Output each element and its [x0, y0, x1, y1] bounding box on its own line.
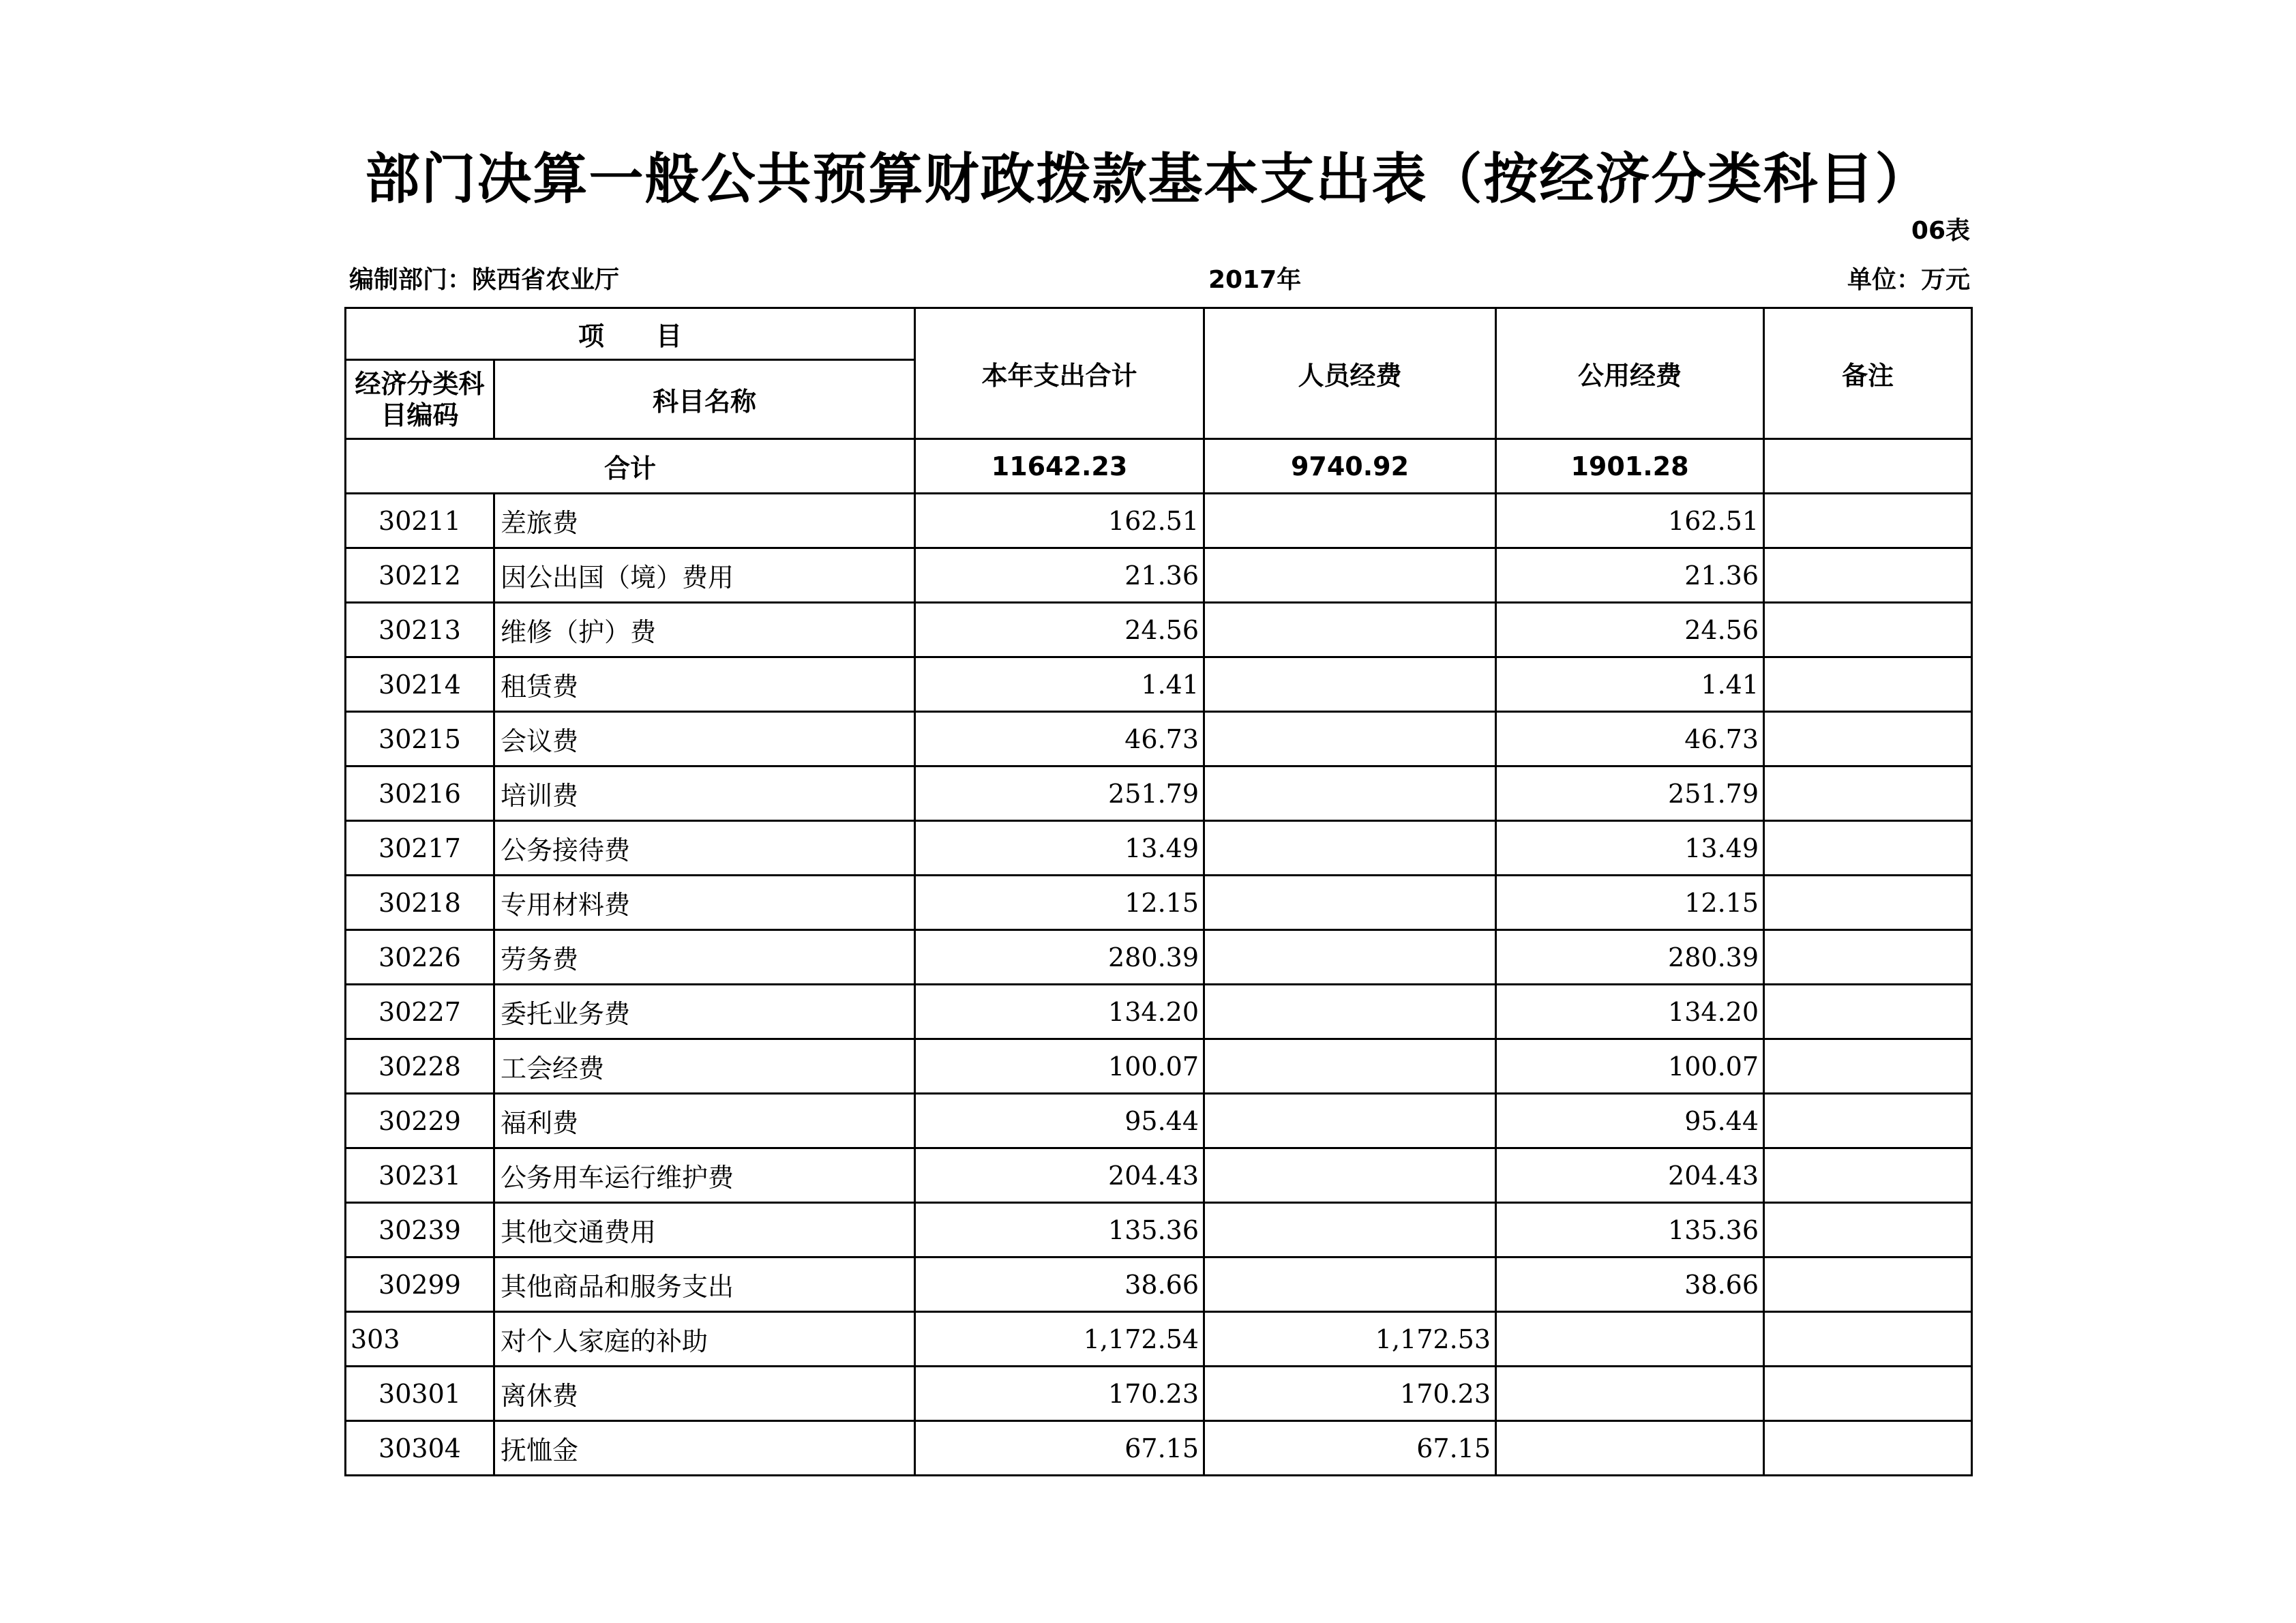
summary-total: 11642.23: [915, 439, 1204, 494]
year-label: 2017年: [1208, 266, 1302, 294]
row-remark: [1764, 1148, 1972, 1203]
table-row: [346, 1203, 1972, 1257]
row-personnel: [1204, 766, 1496, 821]
row-name: 对个人家庭的补助: [494, 1312, 915, 1367]
summary-remark: [1764, 439, 1972, 494]
header-code: 经济分类科目编码: [346, 360, 494, 439]
row-name: 其他交通费用: [494, 1203, 915, 1257]
row-personnel: [1204, 603, 1496, 657]
row-personnel: [1204, 821, 1496, 876]
summary-public: 1901.28: [1496, 439, 1764, 494]
row-personnel: [1204, 712, 1496, 766]
row-name: 专用材料费: [494, 876, 915, 930]
row-remark: [1764, 657, 1972, 712]
row-name: 会议费: [494, 712, 915, 766]
row-total: 251.79: [915, 766, 1204, 821]
table-row: [346, 1257, 1972, 1312]
row-code: 30226: [346, 930, 494, 985]
row-public: [1496, 1312, 1764, 1367]
table-row: [346, 1039, 1972, 1094]
department-label: 编制部门：陕西省农业厅: [349, 266, 620, 294]
row-public: 100.07: [1496, 1039, 1764, 1094]
row-remark: [1764, 1257, 1972, 1312]
row-public: 280.39: [1496, 930, 1764, 985]
row-public: 24.56: [1496, 603, 1764, 657]
row-code: 30216: [346, 766, 494, 821]
row-public: 38.66: [1496, 1257, 1764, 1312]
row-public: 162.51: [1496, 494, 1764, 548]
table-row: [346, 494, 1972, 548]
row-personnel: [1204, 876, 1496, 930]
row-remark: [1764, 603, 1972, 657]
row-code: 303: [346, 1312, 494, 1367]
summary-personnel: 9740.92: [1204, 439, 1496, 494]
expenditure-table: [344, 307, 1973, 1476]
row-name: 离休费: [494, 1367, 915, 1421]
row-name: 租赁费: [494, 657, 915, 712]
row-personnel: [1204, 657, 1496, 712]
row-code: 30217: [346, 821, 494, 876]
row-personnel: [1204, 548, 1496, 603]
row-total: 162.51: [915, 494, 1204, 548]
row-public: 21.36: [1496, 548, 1764, 603]
row-remark: [1764, 494, 1972, 548]
page-title: 部门决算一般公共预算财政拨款基本支出表（按经济分类科目）: [365, 147, 1931, 211]
row-total: 1.41: [915, 657, 1204, 712]
row-name: 差旅费: [494, 494, 915, 548]
row-public: 251.79: [1496, 766, 1764, 821]
row-public: 13.49: [1496, 821, 1764, 876]
row-remark: [1764, 1367, 1972, 1421]
row-total: 12.15: [915, 876, 1204, 930]
row-remark: [1764, 1094, 1972, 1148]
row-personnel: [1204, 1203, 1496, 1257]
table-row: [346, 1148, 1972, 1203]
row-name: 工会经费: [494, 1039, 915, 1094]
row-name: 因公出国（境）费用: [494, 548, 915, 603]
row-name: 抚恤金: [494, 1421, 915, 1476]
table-row: [346, 1312, 1972, 1367]
row-code: 30231: [346, 1148, 494, 1203]
row-personnel: [1204, 1148, 1496, 1203]
table-row: [346, 1367, 1972, 1421]
table-row: [346, 985, 1972, 1039]
row-total: 95.44: [915, 1094, 1204, 1148]
table-row: [346, 766, 1972, 821]
unit-label: 单位：万元: [1847, 266, 1970, 294]
table-row: [346, 712, 1972, 766]
row-remark: [1764, 876, 1972, 930]
row-name: 公务用车运行维护费: [494, 1148, 915, 1203]
row-remark: [1764, 548, 1972, 603]
row-name: 委托业务费: [494, 985, 915, 1039]
row-remark: [1764, 1312, 1972, 1367]
row-personnel: [1204, 494, 1496, 548]
row-code: 30229: [346, 1094, 494, 1148]
row-personnel: 170.23: [1204, 1367, 1496, 1421]
header-total: 本年支出合计: [915, 308, 1204, 439]
row-public: 1.41: [1496, 657, 1764, 712]
row-total: 134.20: [915, 985, 1204, 1039]
table-row: [346, 930, 1972, 985]
row-name: 维修（护）费: [494, 603, 915, 657]
row-public: 95.44: [1496, 1094, 1764, 1148]
row-remark: [1764, 985, 1972, 1039]
table-row: [346, 1421, 1972, 1476]
row-public: [1496, 1421, 1764, 1476]
row-public: 12.15: [1496, 876, 1764, 930]
row-personnel: [1204, 1039, 1496, 1094]
header-item: 项 目: [346, 308, 915, 360]
row-total: 1,172.54: [915, 1312, 1204, 1367]
row-total: 21.36: [915, 548, 1204, 603]
row-total: 24.56: [915, 603, 1204, 657]
summary-row: [346, 439, 1972, 494]
row-name: 公务接待费: [494, 821, 915, 876]
row-code: 30212: [346, 548, 494, 603]
header-remark: 备注: [1764, 308, 1972, 439]
row-total: 170.23: [915, 1367, 1204, 1421]
row-total: 100.07: [915, 1039, 1204, 1094]
row-total: 38.66: [915, 1257, 1204, 1312]
table-row: [346, 821, 1972, 876]
row-code: 30213: [346, 603, 494, 657]
row-total: 135.36: [915, 1203, 1204, 1257]
row-name: 培训费: [494, 766, 915, 821]
row-code: 30301: [346, 1367, 494, 1421]
row-code: 30304: [346, 1421, 494, 1476]
row-name: 福利费: [494, 1094, 915, 1148]
row-public: 134.20: [1496, 985, 1764, 1039]
row-remark: [1764, 712, 1972, 766]
row-public: [1496, 1367, 1764, 1421]
row-remark: [1764, 766, 1972, 821]
header-row-top: [346, 308, 1972, 360]
row-remark: [1764, 1039, 1972, 1094]
table-row: [346, 603, 1972, 657]
row-remark: [1764, 930, 1972, 985]
row-total: 204.43: [915, 1148, 1204, 1203]
row-personnel: [1204, 1094, 1496, 1148]
row-remark: [1764, 821, 1972, 876]
table-row: [346, 548, 1972, 603]
row-code: 30214: [346, 657, 494, 712]
row-personnel: [1204, 930, 1496, 985]
row-personnel: [1204, 1257, 1496, 1312]
row-remark: [1764, 1203, 1972, 1257]
row-total: 13.49: [915, 821, 1204, 876]
row-code: 30299: [346, 1257, 494, 1312]
header-name: 科目名称: [494, 360, 915, 439]
table-row: [346, 657, 1972, 712]
row-total: 67.15: [915, 1421, 1204, 1476]
row-code: 30239: [346, 1203, 494, 1257]
row-name: 劳务费: [494, 930, 915, 985]
row-total: 280.39: [915, 930, 1204, 985]
header-public: 公用经费: [1496, 308, 1764, 439]
row-public: 204.43: [1496, 1148, 1764, 1203]
row-name: 其他商品和服务支出: [494, 1257, 915, 1312]
row-code: 30228: [346, 1039, 494, 1094]
row-code: 30218: [346, 876, 494, 930]
form-number: 06表: [1911, 217, 1970, 245]
row-public: 135.36: [1496, 1203, 1764, 1257]
row-code: 30211: [346, 494, 494, 548]
table-row: [346, 1094, 1972, 1148]
row-personnel: 67.15: [1204, 1421, 1496, 1476]
row-personnel: [1204, 985, 1496, 1039]
summary-label: 合计: [346, 439, 915, 494]
row-personnel: 1,172.53: [1204, 1312, 1496, 1367]
row-remark: [1764, 1421, 1972, 1476]
row-code: 30215: [346, 712, 494, 766]
row-total: 46.73: [915, 712, 1204, 766]
header-personnel: 人员经费: [1204, 308, 1496, 439]
row-code: 30227: [346, 985, 494, 1039]
row-public: 46.73: [1496, 712, 1764, 766]
table-row: [346, 876, 1972, 930]
